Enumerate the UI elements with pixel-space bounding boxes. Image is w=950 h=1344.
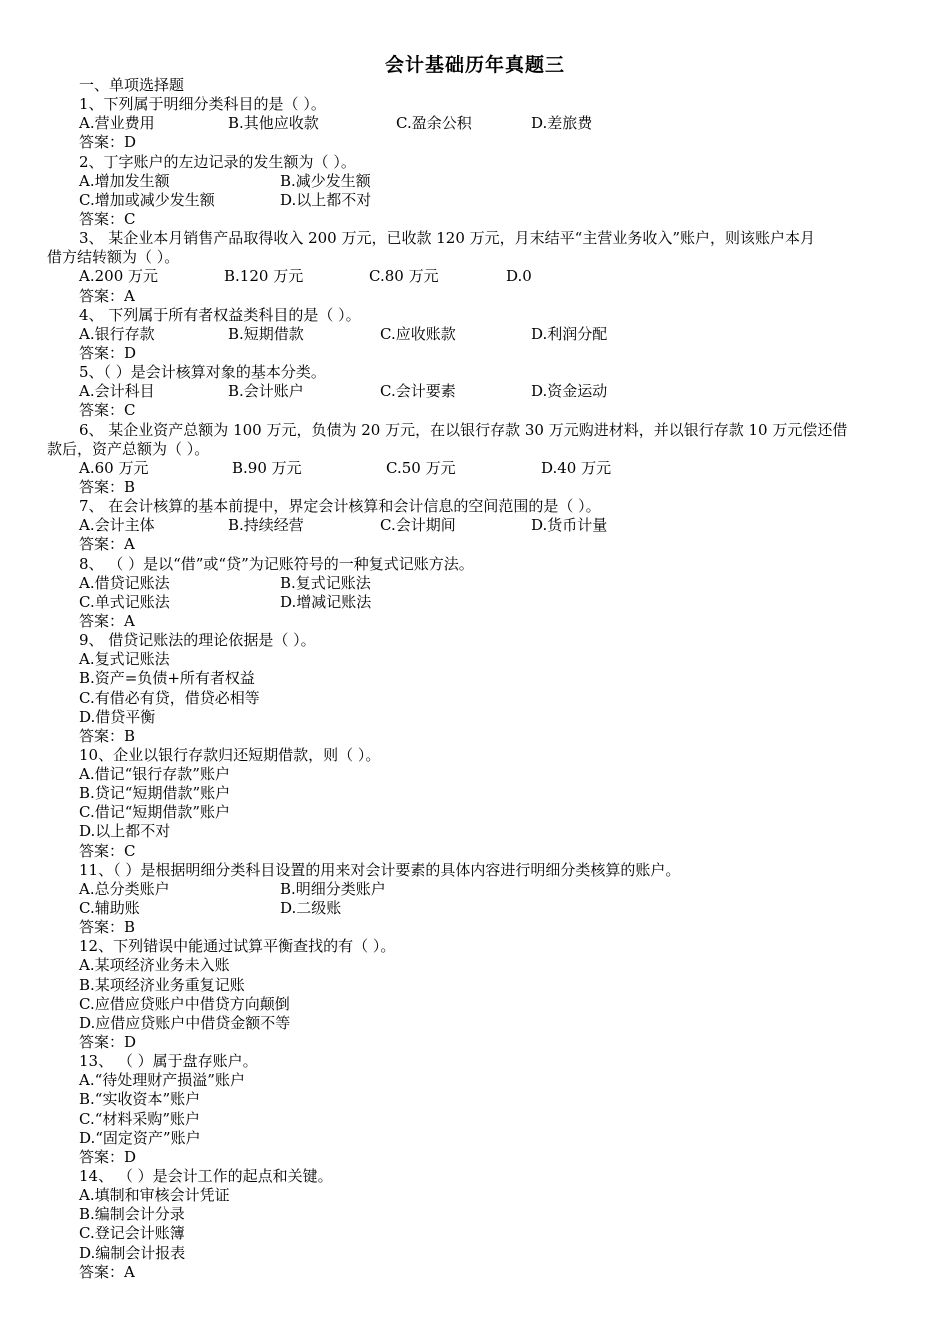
question-7-stem: 7、 在会计核算的基本前提中，界定会计核算和会计信息的空间范围的是（ ）。 [79, 497, 601, 516]
question-11-options-row1 [47, 880, 907, 899]
question-3-answer: 答案：A [79, 286, 135, 305]
option-a: A.“待处理财产损溢”账户 [79, 1071, 245, 1090]
option-b: B.复式记账法 [280, 573, 371, 592]
option-d: D.0 [506, 267, 532, 286]
option-d: D.资金运动 [531, 382, 608, 401]
question-2-options-row1 [47, 172, 907, 191]
option-c: C.增加或减少发生额 [79, 190, 215, 209]
option-a: A.复式记账法 [79, 650, 170, 669]
option-d: D.货币计量 [531, 516, 608, 535]
question-5-stem: 5、（ ）是会计核算对象的基本分类。 [79, 363, 326, 382]
question-9-stem: 9、 借贷记账法的理论依据是（ ）。 [79, 631, 316, 650]
option-d: D.40 万元 [541, 458, 612, 477]
question-6-stem-cont: 款后，资产总额为（ ）。 [47, 439, 210, 458]
option-d: D.“固定资产”账户 [79, 1128, 201, 1147]
question-14-answer: 答案：A [79, 1262, 135, 1281]
question-7-options [47, 516, 907, 535]
option-b: B.90 万元 [232, 458, 302, 477]
option-d: D.增减记账法 [280, 592, 372, 611]
option-a: A.60 万元 [79, 458, 149, 477]
question-7-answer: 答案：A [79, 535, 135, 554]
option-c: C.80 万元 [369, 267, 439, 286]
option-a: A.某项经济业务未入账 [79, 956, 230, 975]
option-c: C.借记“短期借款”账户 [79, 803, 231, 822]
option-a: A.增加发生额 [79, 171, 170, 190]
option-b: B.“实收资本”账户 [79, 1090, 201, 1109]
document-title: 会计基础历年真题三 [384, 54, 565, 76]
option-d: D.利润分配 [531, 324, 608, 343]
option-b: B.某项经济业务重复记账 [79, 975, 245, 994]
option-c: C.会计期间 [380, 516, 456, 535]
option-a: A.借记“银行存款”账户 [79, 765, 230, 784]
question-3-stem: 3、 某企业本月销售产品取得收入 200 万元，已收款 120 万元，月末结平“主营业务收入”账户，则该账户本月 [79, 229, 815, 248]
question-1-answer: 答案：D [79, 133, 137, 152]
option-a: A.填制和审核会计凭证 [79, 1186, 230, 1205]
question-5-options [47, 382, 907, 401]
option-b: B.其他应收款 [228, 114, 319, 133]
option-b: B.持续经营 [228, 516, 304, 535]
option-a: A.营业费用 [79, 114, 155, 133]
option-c: C.有借必有贷，借贷必相等 [79, 688, 260, 707]
question-2-options-row2 [47, 191, 907, 210]
question-8-options-row1 [47, 574, 907, 593]
option-c: C.50 万元 [386, 458, 456, 477]
question-5-answer: 答案：C [79, 401, 136, 420]
option-d: D.二级账 [280, 899, 342, 918]
question-4-options [47, 325, 907, 344]
question-12-stem: 12、下列错误中能通过试算平衡查找的有（ ）。 [79, 937, 396, 956]
option-b: B.编制会计分录 [79, 1205, 185, 1224]
question-3-stem-cont: 借方结转额为（ ）。 [47, 248, 180, 267]
question-6-stem: 6、 某企业资产总额为 100 万元，负债为 20 万元，在以银行存款 30 万元购进材料，并以银行存款 10 万元偿还借 [79, 420, 848, 439]
option-c: C.辅助账 [79, 899, 140, 918]
option-a: A.总分类账户 [79, 879, 170, 898]
option-c: C.单式记账法 [79, 592, 170, 611]
option-d: D.编制会计报表 [79, 1243, 186, 1262]
option-a: A.银行存款 [79, 324, 155, 343]
option-b: B.资产=负债+所有者权益 [79, 669, 255, 688]
question-14-stem: 14、 （ ）是会计工作的起点和关键。 [79, 1167, 333, 1186]
question-list [47, 76, 907, 1282]
question-11-answer: 答案：B [79, 918, 136, 937]
option-d: D.以上都不对 [280, 190, 372, 209]
question-6-answer: 答案：B [79, 477, 136, 496]
question-2-stem: 2、丁字账户的左边记录的发生额为（ ）。 [79, 152, 356, 171]
question-10-stem: 10、企业以银行存款归还短期借款，则（ ）。 [79, 745, 381, 764]
option-b: B.贷记“短期借款”账户 [79, 784, 231, 803]
question-11-options-row2 [47, 899, 907, 918]
question-8-stem: 8、 （ ）是以“借”或“贷”为记账符号的一种复式记账方法。 [79, 554, 474, 573]
question-3-options [47, 267, 907, 286]
question-8-answer: 答案：A [79, 611, 135, 630]
option-c: C.“材料采购”账户 [79, 1109, 201, 1128]
question-12-answer: 答案：D [79, 1033, 137, 1052]
option-a: A.会计科目 [79, 382, 155, 401]
question-10-answer: 答案：C [79, 841, 136, 860]
option-c: C.应借应贷账户中借贷方向颠倒 [79, 994, 290, 1013]
option-c: C.应收账款 [380, 324, 456, 343]
option-c: C.盈余公积 [396, 114, 472, 133]
option-c: C.登记会计账簿 [79, 1224, 185, 1243]
question-4-answer: 答案：D [79, 343, 137, 362]
option-a: A.200 万元 [79, 267, 158, 286]
question-1-stem: 1、下列属于明细分类科目的是（ ）。 [79, 95, 326, 114]
question-1-options [47, 114, 907, 133]
option-b: B.短期借款 [228, 324, 304, 343]
option-b: B.120 万元 [224, 267, 304, 286]
question-4-stem: 4、 下列属于所有者权益类科目的是（ ）。 [79, 305, 361, 324]
option-d: D.以上都不对 [79, 822, 171, 841]
option-b: B.明细分类账户 [280, 879, 386, 898]
option-d: D.借贷平衡 [79, 707, 156, 726]
option-b: B.减少发生额 [280, 171, 371, 190]
question-13-stem: 13、 （ ）属于盘存账户。 [79, 1052, 258, 1071]
option-b: B.会计账户 [228, 382, 304, 401]
question-2-answer: 答案：C [79, 209, 136, 228]
option-d: D.应借应贷账户中借贷金额不等 [79, 1013, 291, 1032]
question-6-options [47, 459, 907, 478]
section-heading: 一、单项选择题 [79, 76, 185, 94]
question-8-options-row2 [47, 593, 907, 612]
option-d: D.差旅费 [531, 114, 593, 133]
question-9-answer: 答案：B [79, 726, 136, 745]
option-a: A.借贷记账法 [79, 573, 170, 592]
question-13-answer: 答案：D [79, 1147, 137, 1166]
option-c: C.会计要素 [380, 382, 456, 401]
question-11-stem: 11、（ ）是根据明细分类科目设置的用来对会计要素的具体内容进行明细分类核算的账户。 [79, 860, 681, 879]
option-a: A.会计主体 [79, 516, 155, 535]
